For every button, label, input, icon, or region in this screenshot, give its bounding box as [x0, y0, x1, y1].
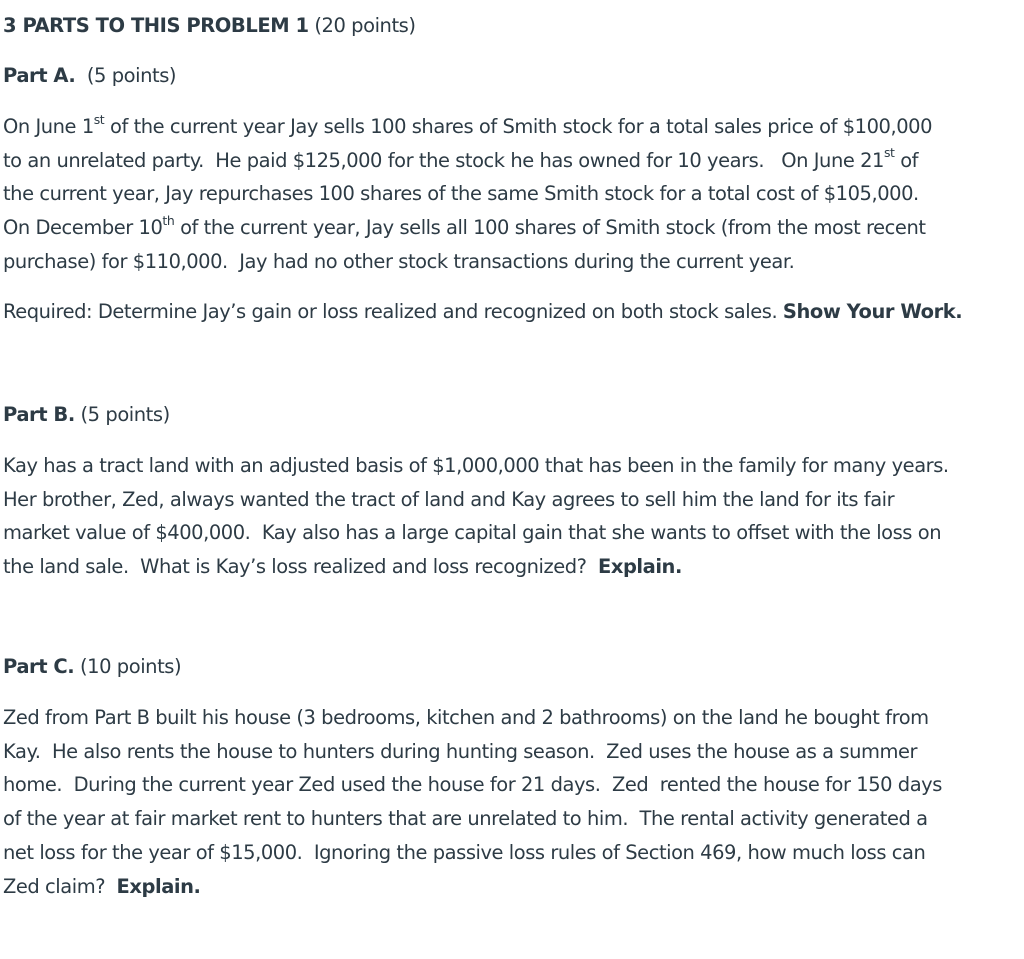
- part-c-paragraph: [3, 701, 1021, 903]
- part-a-heading: [3, 62, 176, 90]
- ordinal-suffix: st: [93, 111, 105, 127]
- ordinal-suffix: st: [883, 145, 895, 161]
- part-a-line-text: purchase) for $110,000. Jay had no other stock transactions during the current year.: [3, 249, 795, 273]
- part-a-required: [3, 295, 1021, 329]
- part-a-line: [3, 245, 1019, 279]
- part-a-line: [3, 177, 1019, 211]
- part-a-label: Part A.: [3, 64, 76, 87]
- ordinal-suffix: th: [162, 212, 175, 228]
- part-c-line-text: Zed claim?: [3, 874, 117, 898]
- explain-emphasis: Explain.: [116, 874, 201, 898]
- part-a-line-text: to an unrelated party. He paid $125,000 for the stock he has owned for 10 years. On June 21: [3, 148, 884, 172]
- part-c-line: Kay. He also rents the house to hunters during hunting season. Zed uses the house as a summer: [3, 739, 918, 763]
- part-c-line: of the year at fair market rent to hunters that are unrelated to him. The rental activity generated a: [3, 807, 928, 831]
- part-a-required-line: [3, 295, 1019, 329]
- part-a-line-text: On June 1: [3, 115, 94, 138]
- explain-emphasis: Explain.: [598, 555, 682, 579]
- required-text: Required: Determine Jay’s gain or loss realized and recognized on both stock sales.: [3, 300, 783, 323]
- part-a-points: (5 points): [75, 64, 177, 87]
- part-b-paragraph: [3, 449, 1021, 584]
- part-a-line: [3, 110, 1019, 144]
- part-c-heading: [3, 653, 181, 681]
- part-c-line: [3, 870, 1019, 904]
- part-a-line-text: of: [894, 148, 919, 172]
- part-a-line-text: the current year, Jay repurchases 100 shares of the same Smith stock for a total cost of $105,000.: [3, 182, 919, 206]
- part-b-line-text: the land sale. What is Kay’s loss realized and loss recognized?: [3, 555, 599, 579]
- part-c-line: home. During the current year Zed used the house for 21 days. Zed rented the house for 150 days: [3, 773, 942, 797]
- part-a-paragraph: [3, 110, 1021, 279]
- part-c-label: Part C.: [3, 655, 75, 678]
- part-a-line-text: of the current year, Jay sells all 100 shares of Smith stock (from the most recent: [174, 216, 926, 240]
- part-b-points: (5 points): [74, 403, 170, 426]
- part-c-points: (10 points): [74, 655, 182, 678]
- part-b-label: Part B.: [3, 403, 75, 426]
- show-your-work-emphasis: Show Your Work.: [782, 300, 963, 323]
- part-c-line: Zed from Part B built his house (3 bedrooms, kitchen and 2 bathrooms) on the land he bought from: [3, 706, 929, 729]
- part-a-line-text: On December 10: [3, 216, 163, 240]
- problem-title-bold: 3 PARTS TO THIS PROBLEM 1: [3, 14, 309, 37]
- part-b-line: [3, 550, 1019, 584]
- problem-title-points: (20 points): [308, 14, 416, 37]
- part-c-line: net loss for the year of $15,000. Ignoring the passive loss rules of Section 469, how much loss can: [3, 840, 926, 864]
- part-b-heading: [3, 401, 170, 429]
- part-b-line: market value of $400,000. Kay also has a large capital gain that she wants to offset with the loss on: [3, 521, 942, 545]
- part-b-line: Kay has a tract land with an adjusted basis of $1,000,000 that has been in the family for many years.: [3, 454, 949, 477]
- part-a-line: [3, 211, 1019, 245]
- problem-title: [3, 12, 416, 40]
- part-a-line-text: of the current year Jay sells 100 shares of Smith stock for a total sales price of $100,000: [104, 115, 933, 138]
- part-b-line: Her brother, Zed, always wanted the tract of land and Kay agrees to sell him the land for its fair: [3, 487, 895, 511]
- part-a-line: [3, 144, 1019, 178]
